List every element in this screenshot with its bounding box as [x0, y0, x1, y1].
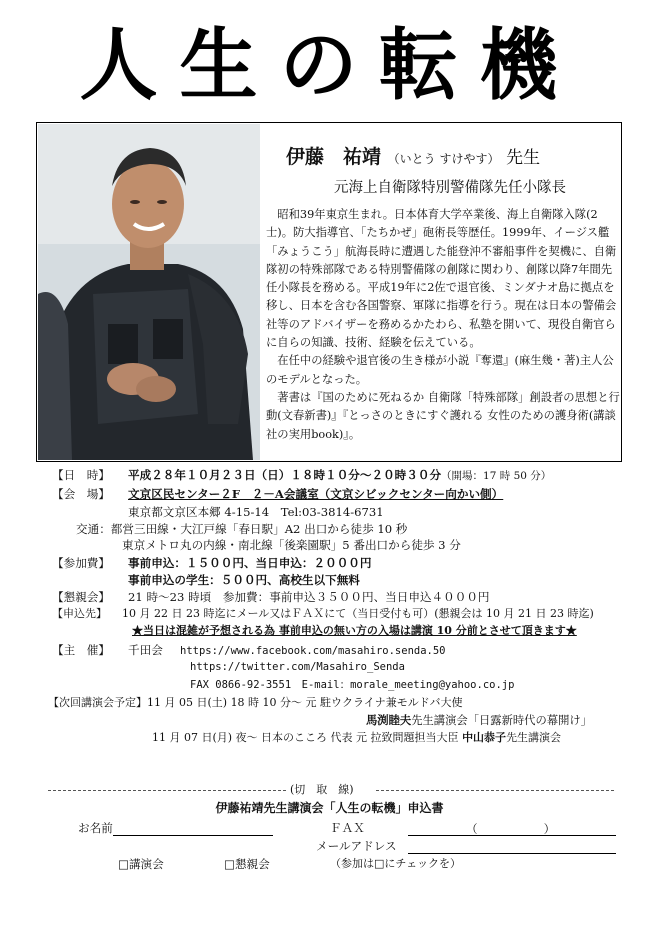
date-open: （開場：17 時 50 分）	[441, 470, 552, 482]
speaker-name-kana: （いとう すけやす）	[387, 152, 500, 166]
form-title: 伊藤祐靖先生講演会「人生の転機」申込書	[215, 801, 444, 815]
apply-value: 10 月 22 日 23 時迄にメール又はＦＡＸにて（当日受付も可）(懇親会は 10 月 21 日 23 時迄)	[122, 607, 594, 620]
access-line: 交通：都営三田線・大江戸線「春日駅」A2 出口から徒歩 10 秒	[76, 522, 408, 536]
checkbox-lecture[interactable]: □講演会	[118, 857, 164, 871]
form-fax-field[interactable]	[408, 821, 616, 836]
party-row	[52, 589, 490, 605]
next-row	[48, 695, 463, 711]
cut-line-right	[376, 790, 614, 791]
fax-paren-close: ）	[543, 822, 556, 836]
venue-value: 文京区民センター２F ２－A会議室（文京シビックセンター向かい側）	[128, 487, 504, 501]
speaker-name	[286, 142, 616, 169]
notice: ★当日は混雑が予想される為 事前申込の無い方の入場は講演 10 分前とさせて頂きます★	[132, 624, 577, 637]
form-fax-row	[330, 820, 616, 836]
next-event-1-speaker-row	[366, 712, 592, 729]
venue-address: 東京都文京区本郷 4-15-14 Tel:03-3814-6731	[128, 505, 384, 519]
form-email-row	[316, 838, 616, 854]
speaker-role: 元海上自衛隊特別警備隊先任小隊長	[334, 180, 566, 196]
access-line: 東京メトロ丸の内線・南北線「後楽園駅」5 番出口から徒歩 3 分	[122, 538, 461, 552]
host-label: 【主 催】	[52, 643, 110, 657]
page-title: 人生の転機	[79, 21, 580, 111]
checkbox-party[interactable]: □懇親会	[224, 857, 270, 871]
fee-label: 【参加費】	[52, 556, 110, 570]
next-label: 【次回講演会予定】	[48, 696, 147, 709]
next-event-2-title: 先生講演会	[506, 731, 562, 744]
host-twitter[interactable]: https://twitter.com/Masahiro_Senda	[190, 661, 405, 673]
host-row	[52, 642, 446, 659]
apply-label: 【申込先】	[52, 607, 107, 620]
host-contact[interactable]: FAX 0866-92-3551 E-mail：morale_meeting@yahoo.co.jp	[190, 679, 515, 691]
fax-paren-open: （	[466, 822, 478, 836]
host-name: 千田会	[128, 643, 163, 657]
fee-row	[52, 555, 371, 571]
next-event-1: 11 月 05 日(土) 18 時 10 分～ 元 駐ウクライナ兼モルドバ大使	[147, 696, 463, 709]
party-value: 21 時～23 時頃 参加費：事前申込３５００円、当日申込４０００円	[128, 590, 490, 604]
party-label: 【懇親会】	[52, 590, 110, 604]
next-event-2: 11 月 07 日(月) 夜～ 日本のこころ 代表 元 拉致問題担当大臣	[152, 731, 459, 744]
form-name-field[interactable]	[113, 821, 273, 836]
speaker-bio	[266, 206, 620, 444]
cut-line-left	[48, 790, 286, 791]
bio-paragraph: 在任中の経験や退官後の生き様が小説『奪還』(麻生幾・著)主人公のモデルとなった。	[266, 354, 614, 386]
form-email-label: メールアドレス	[316, 839, 397, 853]
speaker-name-text: 伊藤 祐靖	[286, 146, 382, 168]
next-event-2-speaker: 中山恭子	[462, 731, 507, 744]
host-facebook[interactable]: https://www.facebook.com/masahiro.senda.50	[180, 645, 446, 657]
date-value: 平成２８年１０月２３日（日）１８時１０分～２０時３０分	[128, 468, 442, 482]
next-event-1-speaker: 馬渕睦夫	[366, 713, 412, 727]
date-row	[52, 467, 551, 484]
next-event-1-title: 先生講演会「日露新時代の幕開け」	[411, 714, 592, 727]
form-email-field[interactable]	[408, 839, 616, 854]
venue-row	[52, 486, 503, 502]
fee-student: 事前申込の学生：５００円、高校生以下無料	[128, 573, 360, 587]
date-label: 【日 時】	[52, 468, 110, 482]
next-event-2-row	[152, 730, 561, 746]
form-name-row	[78, 820, 273, 836]
apply-row	[52, 606, 594, 622]
venue-label: 【会 場】	[52, 487, 110, 501]
fee-value: 事前申込：１５００円、当日申込：２０００円	[128, 556, 372, 570]
bio-paragraph: 著書は『国のために死ねるか 自衛隊「特殊部隊」創設者の思想と行動(文春新書)』『とっさのときにすぐ護れる 女性のための護身術(講談社の実用book)』。	[266, 390, 620, 441]
speaker-honorific: 先生	[506, 148, 541, 168]
speaker-photo	[38, 124, 260, 460]
cut-line-label: (切 取 線)	[290, 783, 354, 796]
form-fax-label: ＦＡＸ	[330, 821, 365, 835]
form-name-label: お名前	[78, 821, 113, 835]
bio-paragraph: 昭和39年東京生まれ。日本体育大学卒業後、海上自衛隊入隊(2士)。防大指導官、「たちかぜ」砲術長等歴任。1999年、イージス艦「みょうこう」航海長時に遭遇した能登沖不審船事件を契機に、自衛隊初の特殊部隊である特別警備隊の創隊に関わり、創隊以降7年間先任小隊長を務める。平成19年に2佐で退官後、ミンダナオ島に拠点を移し、日本を含む各国警察、軍隊に指導を行う。現在は日本の警備会社等のアドバイザーを務めるかたわら、私塾を開いて、現役自衛官らに自らの知識、技術、経験を伝えている。	[266, 208, 617, 350]
checkbox-note: （参加は□にチェックを）	[330, 857, 462, 870]
